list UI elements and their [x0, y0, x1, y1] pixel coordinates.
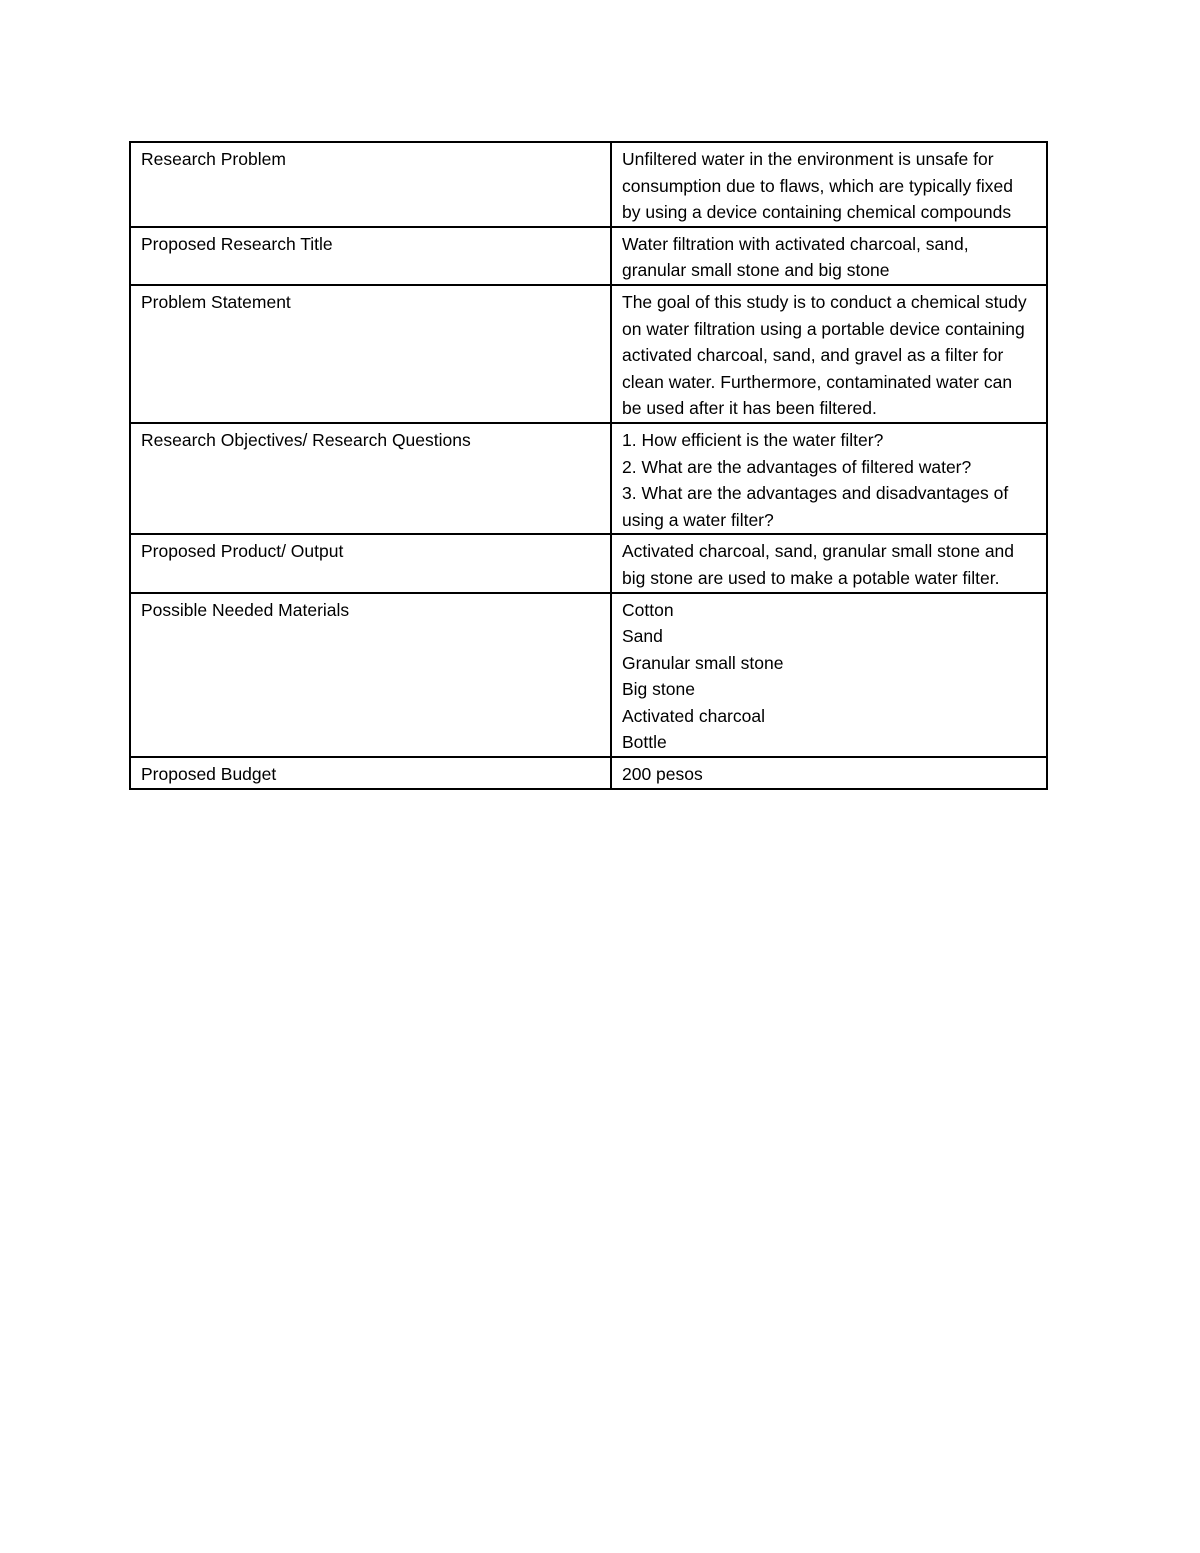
- row-label: Proposed Budget: [130, 757, 611, 789]
- research-proposal-table: [129, 141, 1048, 790]
- table-row-research-objectives: [130, 423, 1047, 534]
- row-value: [611, 593, 1047, 758]
- row-label: Problem Statement: [130, 285, 611, 423]
- row-value: [611, 285, 1047, 423]
- question-item: 3. What are the advantages and disadvantages of using a water filter?: [622, 483, 1009, 530]
- value-line: Water filtration with activated charcoal, sand, granular small stone and big stone: [622, 233, 969, 281]
- table-row-problem-statement: [130, 285, 1047, 423]
- row-label: Research Objectives/ Research Questions: [130, 423, 611, 534]
- question-item: 1. How efficient is the water filter?: [622, 429, 884, 450]
- value-line: 200 pesos: [622, 764, 703, 785]
- row-label: Proposed Product/ Output: [130, 534, 611, 592]
- row-label: Research Problem: [130, 142, 611, 227]
- row-value: [611, 534, 1047, 592]
- value-line: The goal of this study is to conduct a chemical study on water filtration using a portable device containing activated charcoal, sand, and gravel as a filter for clean water. Furthermore, contaminated water can be used after it has been filtered.: [622, 291, 1027, 419]
- material-item: Cotton: [622, 599, 674, 620]
- row-value: [611, 423, 1047, 534]
- row-value: [611, 227, 1047, 285]
- material-item: Sand: [622, 626, 663, 647]
- question-item: 2. What are the advantages of filtered water?: [622, 456, 972, 477]
- table-row-research-problem: [130, 142, 1047, 227]
- table-row-possible-needed-materials: [130, 593, 1047, 758]
- material-item: Big stone: [622, 679, 695, 700]
- material-item: Bottle: [622, 732, 667, 753]
- table-row-proposed-product: [130, 534, 1047, 592]
- value-line: Unfiltered water in the environment is unsafe for consumption due to flaws, which are typically fixed by using a device containing chemical compounds: [622, 149, 1014, 223]
- row-label: Possible Needed Materials: [130, 593, 611, 758]
- row-value: [611, 142, 1047, 227]
- table-row-proposed-budget: [130, 757, 1047, 789]
- table-row-proposed-research-title: [130, 227, 1047, 285]
- row-label: Proposed Research Title: [130, 227, 611, 285]
- material-item: Activated charcoal: [622, 705, 765, 726]
- material-item: Granular small stone: [622, 652, 784, 673]
- value-line: Activated charcoal, sand, granular small stone and big stone are used to make a potable water filter.: [622, 541, 1015, 588]
- row-value: [611, 757, 1047, 789]
